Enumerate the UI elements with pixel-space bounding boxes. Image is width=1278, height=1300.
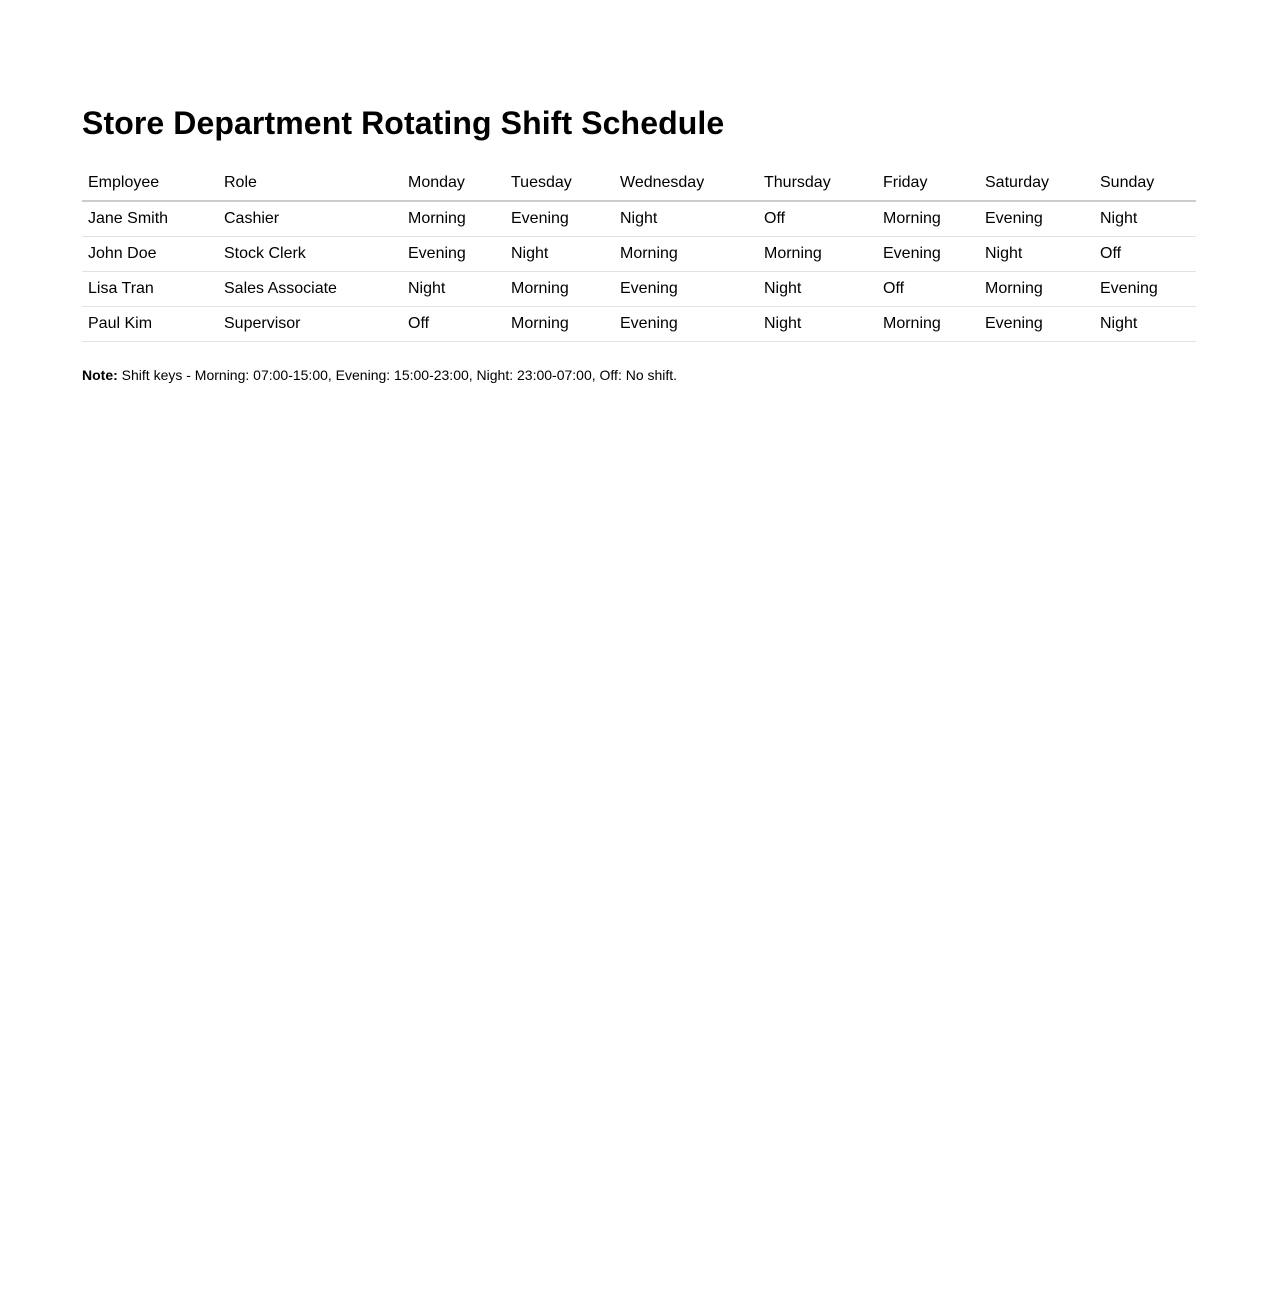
shift-cell: Off <box>877 272 979 307</box>
shift-cell: Morning <box>979 272 1094 307</box>
shift-cell: Evening <box>877 237 979 272</box>
page-content <box>82 96 1196 398</box>
shift-cell: Evening <box>505 201 614 237</box>
shift-cell: Morning <box>505 272 614 307</box>
shift-cell: Morning <box>402 201 505 237</box>
shift-cell: Evening <box>614 307 758 342</box>
table-row <box>82 237 1196 272</box>
role-cell: Stock Clerk <box>218 237 402 272</box>
shift-schedule-table <box>82 166 1196 342</box>
employee-cell: Lisa Tran <box>82 272 218 307</box>
shift-cell: Evening <box>979 307 1094 342</box>
table-row <box>82 201 1196 237</box>
column-header-thursday: Thursday <box>758 166 877 201</box>
shift-cell: Morning <box>877 201 979 237</box>
column-header-tuesday: Tuesday <box>505 166 614 201</box>
table-row <box>82 307 1196 342</box>
table-header-row <box>82 166 1196 201</box>
shift-cell: Off <box>402 307 505 342</box>
shift-cell: Night <box>402 272 505 307</box>
shift-cell: Night <box>758 307 877 342</box>
shift-cell: Night <box>758 272 877 307</box>
shift-cell: Night <box>1094 201 1196 237</box>
shift-cell: Night <box>1094 307 1196 342</box>
shift-cell: Morning <box>614 237 758 272</box>
shift-cell: Night <box>979 237 1094 272</box>
shift-key-note <box>82 366 1196 384</box>
shift-cell: Evening <box>402 237 505 272</box>
shift-cell: Evening <box>979 201 1094 237</box>
shift-cell: Morning <box>877 307 979 342</box>
page-title: Store Department Rotating Shift Schedule <box>82 105 725 141</box>
role-cell: Supervisor <box>218 307 402 342</box>
column-header-sunday: Sunday <box>1094 166 1196 201</box>
employee-cell: John Doe <box>82 237 218 272</box>
column-header-friday: Friday <box>877 166 979 201</box>
employee-cell: Paul Kim <box>82 307 218 342</box>
role-cell: Cashier <box>218 201 402 237</box>
note-text: Shift keys - Morning: 07:00-15:00, Evening: 15:00-23:00, Night: 23:00-07:00, Off: No shift. <box>117 367 678 383</box>
employee-cell: Jane Smith <box>82 201 218 237</box>
column-header-wednesday: Wednesday <box>614 166 758 201</box>
column-header-monday: Monday <box>402 166 505 201</box>
shift-cell: Morning <box>758 237 877 272</box>
shift-cell: Night <box>614 201 758 237</box>
shift-cell: Night <box>505 237 614 272</box>
shift-cell: Off <box>1094 237 1196 272</box>
shift-cell: Morning <box>505 307 614 342</box>
shift-cell: Off <box>758 201 877 237</box>
shift-cell: Evening <box>614 272 758 307</box>
column-header-saturday: Saturday <box>979 166 1094 201</box>
note-label: Note: <box>82 367 118 383</box>
table-row <box>82 272 1196 307</box>
column-header-role: Role <box>218 166 402 201</box>
role-cell: Sales Associate <box>218 272 402 307</box>
column-header-employee: Employee <box>82 166 218 201</box>
shift-cell: Evening <box>1094 272 1196 307</box>
